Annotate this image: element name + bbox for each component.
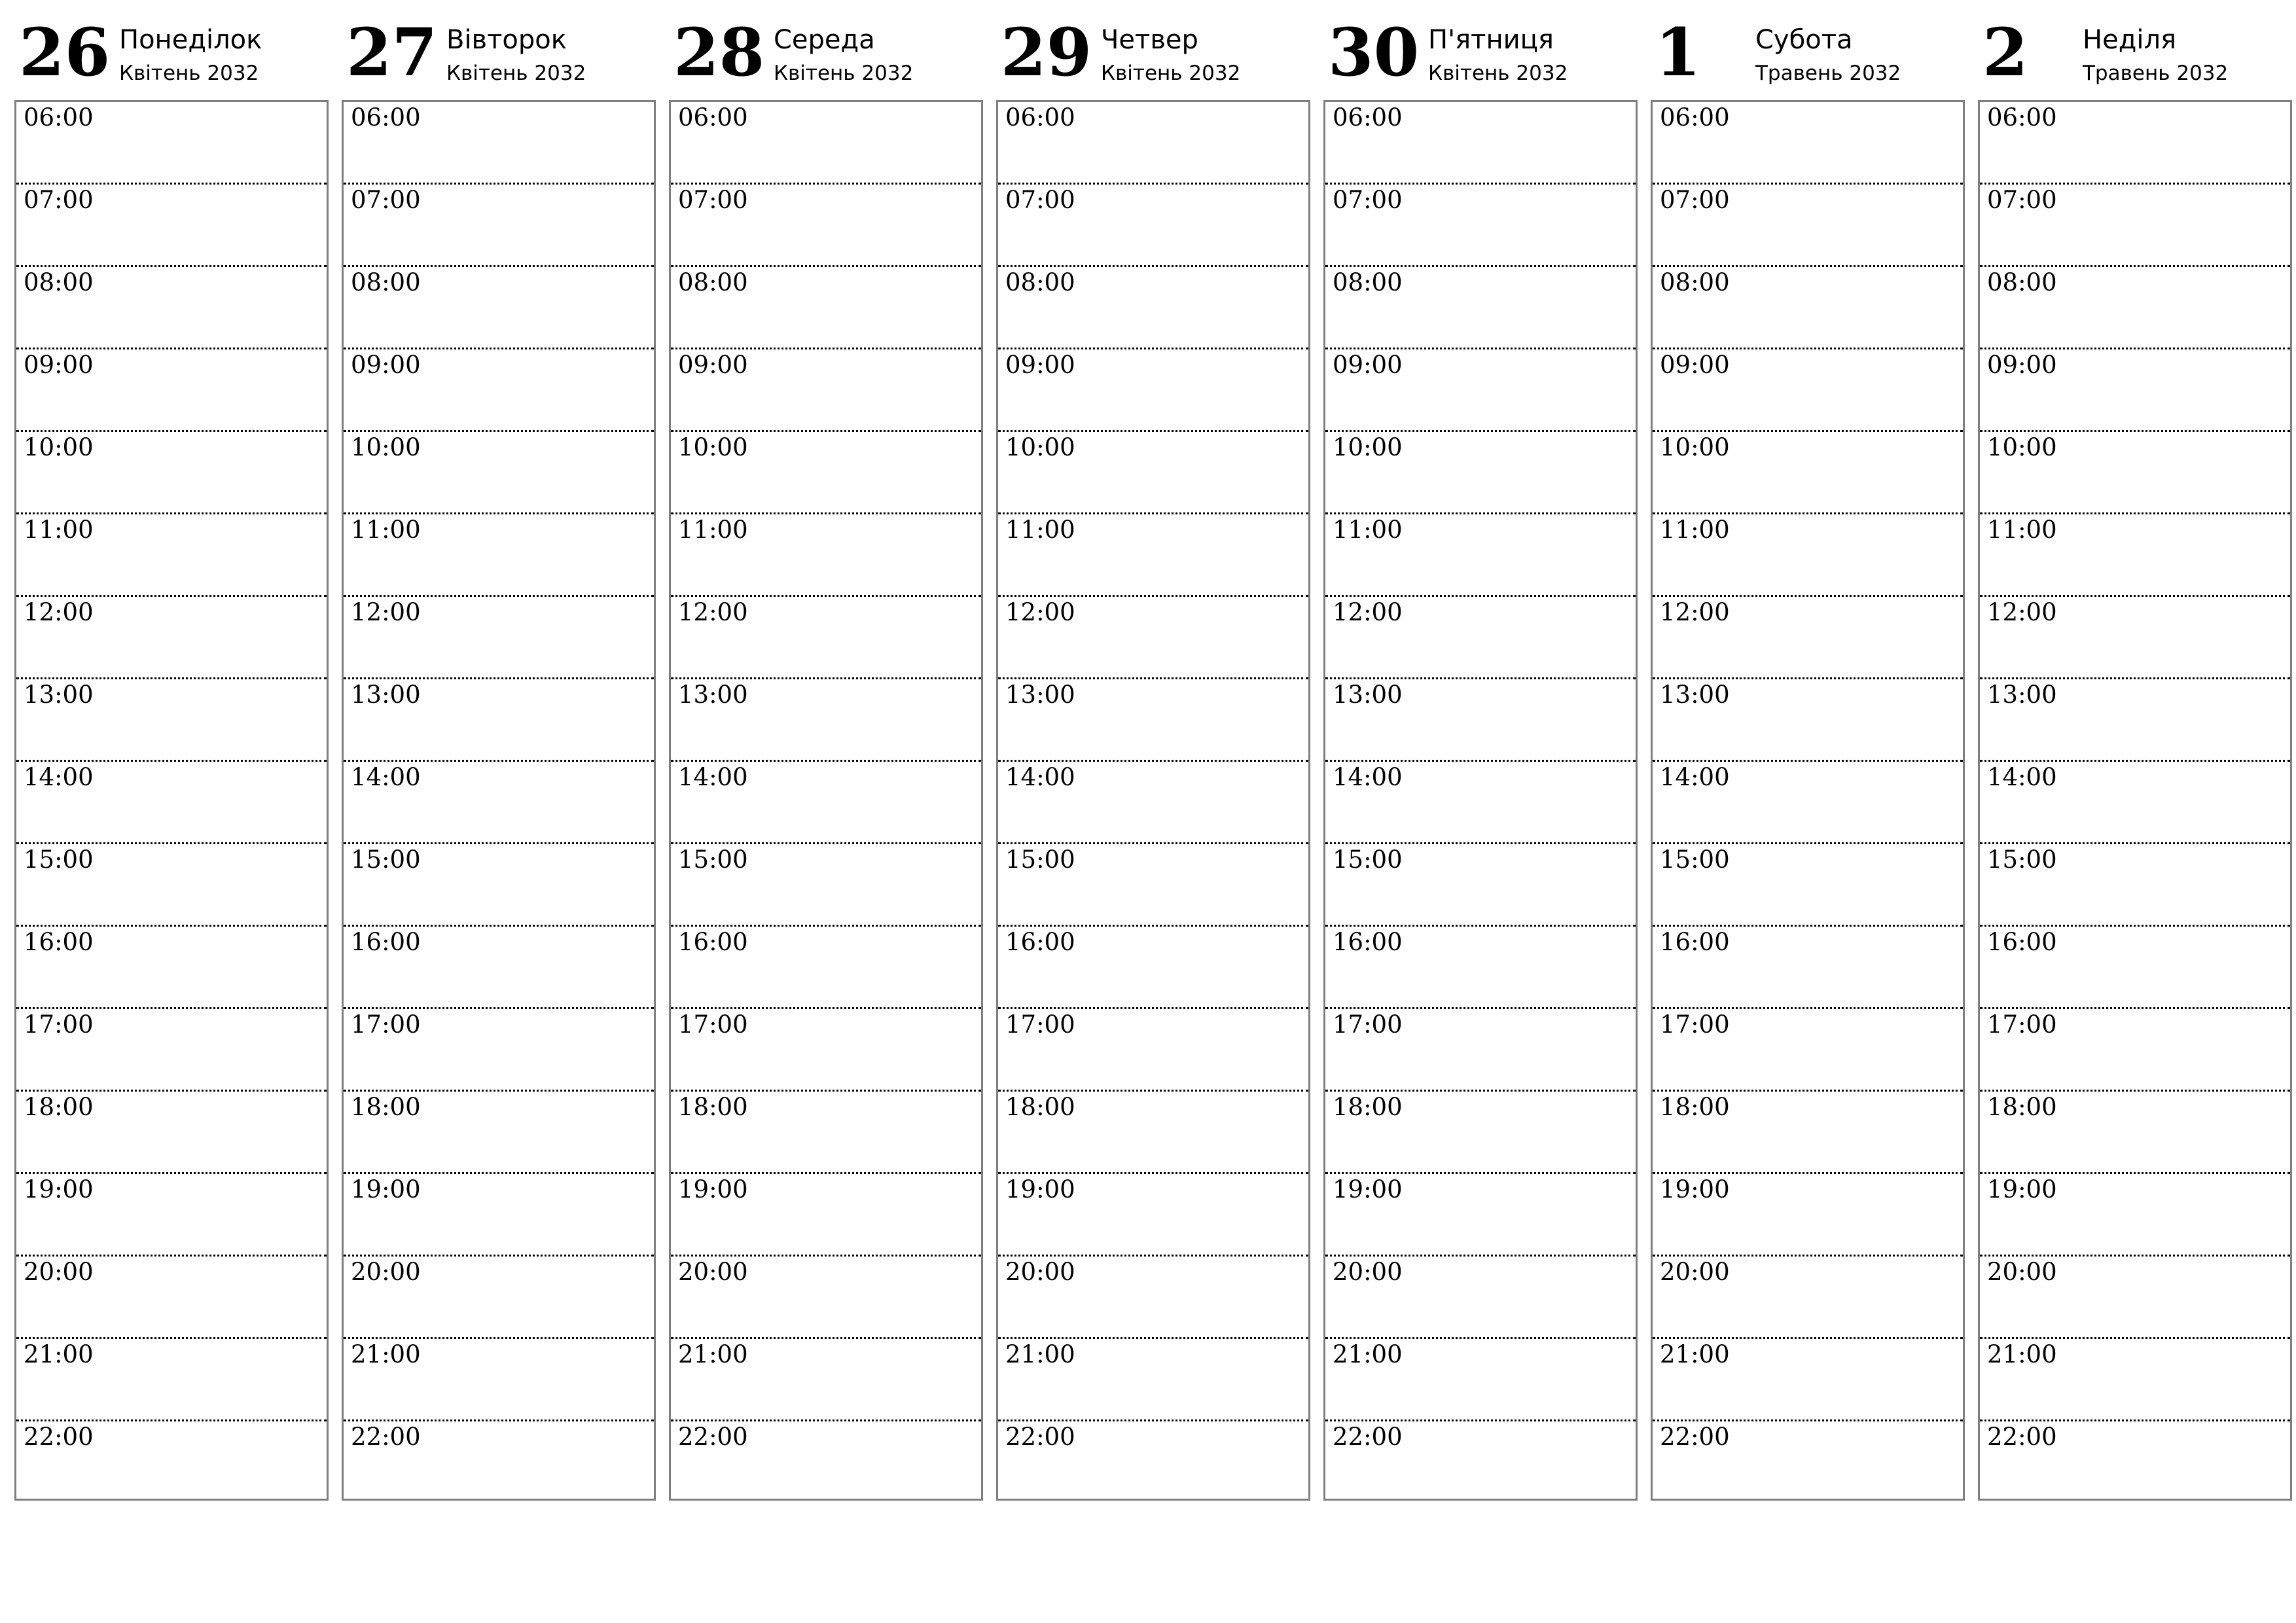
time-slot[interactable] [344, 762, 654, 844]
time-slot[interactable] [1980, 597, 2290, 679]
time-label: 09:00 [678, 351, 748, 379]
time-label: 09:00 [1333, 351, 1403, 379]
time-slot[interactable] [1325, 514, 1636, 597]
time-label: 11:00 [678, 516, 748, 544]
time-label: 17:00 [1333, 1010, 1403, 1039]
time-label: 20:00 [351, 1258, 421, 1286]
time-label: 16:00 [1333, 928, 1403, 956]
time-slot[interactable] [671, 1339, 981, 1421]
time-label: 11:00 [1005, 516, 1075, 544]
time-label: 16:00 [1660, 928, 1730, 956]
time-label: 07:00 [24, 186, 94, 214]
time-label: 21:00 [1005, 1340, 1075, 1368]
time-slot[interactable] [1980, 514, 2290, 597]
time-label: 10:00 [1333, 433, 1403, 461]
time-label: 09:00 [24, 351, 94, 379]
time-label: 08:00 [351, 268, 421, 296]
time-slot[interactable] [1653, 267, 1963, 349]
time-label: 16:00 [24, 928, 94, 956]
time-label: 08:00 [1333, 268, 1403, 296]
time-slot[interactable] [1980, 1421, 2290, 1504]
day-name: Неділя [2083, 25, 2177, 55]
time-label: 11:00 [1987, 516, 2057, 544]
day-month-year: Квітень 2032 [446, 62, 586, 85]
time-slot[interactable] [998, 597, 1308, 679]
time-slot[interactable] [1653, 927, 1963, 1009]
time-slot[interactable] [1653, 1092, 1963, 1174]
time-label: 22:00 [1987, 1423, 2057, 1451]
time-slot[interactable] [1653, 514, 1963, 597]
day-month-year: Квітень 2032 [1101, 62, 1241, 85]
time-slot[interactable] [16, 1009, 327, 1092]
time-slot[interactable] [1980, 1257, 2290, 1339]
time-slot[interactable] [1653, 597, 1963, 679]
time-slot[interactable] [671, 267, 981, 349]
time-label: 11:00 [1333, 516, 1403, 544]
time-label: 17:00 [1005, 1010, 1075, 1039]
time-slot[interactable] [998, 432, 1308, 514]
day-month-year: Квітень 2032 [119, 62, 259, 85]
time-slot[interactable] [1653, 1009, 1963, 1092]
time-label: 19:00 [678, 1175, 748, 1204]
time-label: 20:00 [1660, 1258, 1730, 1286]
day-schedule-box [996, 100, 1310, 1501]
time-slot[interactable] [16, 679, 327, 762]
time-slot[interactable] [1653, 432, 1963, 514]
time-label: 18:00 [1333, 1093, 1403, 1121]
day-name: Субота [1755, 25, 1853, 55]
time-label: 22:00 [678, 1423, 748, 1451]
time-label: 08:00 [1660, 268, 1730, 296]
time-label: 12:00 [1660, 598, 1730, 626]
time-slot[interactable] [998, 927, 1308, 1009]
time-slot[interactable] [1325, 597, 1636, 679]
day-schedule-box [1323, 100, 1638, 1501]
time-label: 19:00 [24, 1175, 94, 1204]
time-label: 13:00 [678, 681, 748, 709]
time-label: 20:00 [1333, 1258, 1403, 1286]
day-month-year: Травень 2032 [1755, 62, 1901, 85]
time-slot[interactable] [1325, 267, 1636, 349]
time-slot[interactable] [671, 762, 981, 844]
time-slot[interactable] [1325, 1339, 1636, 1421]
day-month-year: Травень 2032 [2083, 62, 2229, 85]
time-slot[interactable] [1325, 1174, 1636, 1257]
time-label: 17:00 [678, 1010, 748, 1039]
time-slot[interactable] [1653, 185, 1963, 267]
day-column [669, 0, 983, 1451]
time-slot[interactable] [344, 1339, 654, 1421]
time-slot[interactable] [16, 844, 327, 927]
time-slot[interactable] [671, 1257, 981, 1339]
time-slot[interactable] [1325, 927, 1636, 1009]
time-slot[interactable] [998, 679, 1308, 762]
time-slot[interactable] [1980, 927, 2290, 1009]
time-slot[interactable] [344, 1257, 654, 1339]
time-label: 18:00 [678, 1093, 748, 1121]
time-slot[interactable] [1980, 1092, 2290, 1174]
time-label: 21:00 [1987, 1340, 2057, 1368]
time-slot[interactable] [998, 267, 1308, 349]
day-schedule-box [1978, 100, 2292, 1501]
time-slot[interactable] [998, 1339, 1308, 1421]
time-slot[interactable] [344, 1421, 654, 1504]
day-column [1323, 0, 1638, 1451]
time-slot[interactable] [671, 185, 981, 267]
time-label: 17:00 [24, 1010, 94, 1039]
time-slot[interactable] [16, 432, 327, 514]
day-name: Вівторок [446, 25, 567, 55]
time-slot[interactable] [344, 927, 654, 1009]
time-slot[interactable] [671, 1009, 981, 1092]
time-label: 14:00 [1333, 763, 1403, 791]
day-number: 28 [673, 14, 765, 91]
time-label: 10:00 [24, 433, 94, 461]
time-label: 17:00 [351, 1010, 421, 1039]
time-slot[interactable] [344, 349, 654, 432]
day-number: 27 [346, 14, 438, 91]
time-label: 15:00 [1333, 846, 1403, 874]
time-label: 18:00 [1005, 1093, 1075, 1121]
day-number: 2 [1982, 14, 2028, 91]
time-slot[interactable] [16, 1174, 327, 1257]
time-slot[interactable] [1325, 762, 1636, 844]
day-column [996, 0, 1310, 1451]
time-label: 06:00 [24, 103, 94, 132]
time-slot[interactable] [16, 762, 327, 844]
day-number: 30 [1328, 14, 1420, 91]
time-label: 18:00 [24, 1093, 94, 1121]
time-slot[interactable] [998, 349, 1308, 432]
time-slot[interactable] [1325, 1092, 1636, 1174]
time-label: 08:00 [678, 268, 748, 296]
time-label: 06:00 [678, 103, 748, 132]
time-label: 15:00 [1005, 846, 1075, 874]
time-label: 15:00 [1987, 846, 2057, 874]
time-slot[interactable] [671, 1174, 981, 1257]
time-slot[interactable] [344, 679, 654, 762]
time-label: 11:00 [1660, 516, 1730, 544]
time-label: 13:00 [1333, 681, 1403, 709]
time-label: 20:00 [678, 1258, 748, 1286]
time-slot[interactable] [1980, 102, 2290, 185]
time-label: 18:00 [351, 1093, 421, 1121]
time-label: 11:00 [351, 516, 421, 544]
time-slot[interactable] [998, 844, 1308, 927]
time-slot[interactable] [1980, 1009, 2290, 1092]
time-label: 22:00 [351, 1423, 421, 1451]
time-slot[interactable] [1653, 102, 1963, 185]
time-slot[interactable] [671, 514, 981, 597]
time-label: 12:00 [1333, 598, 1403, 626]
time-slot[interactable] [1325, 1009, 1636, 1092]
time-slot[interactable] [16, 1257, 327, 1339]
time-slot[interactable] [1325, 185, 1636, 267]
time-label: 06:00 [1987, 103, 2057, 132]
time-slot[interactable] [671, 597, 981, 679]
day-name: Четвер [1101, 25, 1198, 55]
time-label: 07:00 [1660, 186, 1730, 214]
time-label: 22:00 [1005, 1423, 1075, 1451]
day-schedule-box [1651, 100, 1965, 1501]
time-slot[interactable] [344, 267, 654, 349]
time-slot[interactable] [1325, 432, 1636, 514]
time-label: 15:00 [351, 846, 421, 874]
time-label: 06:00 [351, 103, 421, 132]
time-label: 21:00 [1660, 1340, 1730, 1368]
time-label: 12:00 [1987, 598, 2057, 626]
time-label: 14:00 [1005, 763, 1075, 791]
day-column [1651, 0, 1965, 1451]
time-slot[interactable] [16, 1421, 327, 1504]
time-slot[interactable] [1653, 679, 1963, 762]
time-label: 22:00 [24, 1423, 94, 1451]
time-slot[interactable] [671, 1421, 981, 1504]
time-label: 07:00 [1987, 186, 2057, 214]
time-label: 06:00 [1005, 103, 1075, 132]
time-slot[interactable] [998, 1009, 1308, 1092]
time-label: 06:00 [1660, 103, 1730, 132]
time-slot[interactable] [998, 1257, 1308, 1339]
time-label: 08:00 [24, 268, 94, 296]
time-label: 10:00 [678, 433, 748, 461]
time-label: 19:00 [351, 1175, 421, 1204]
time-slot[interactable] [16, 349, 327, 432]
time-slot[interactable] [671, 432, 981, 514]
time-slot[interactable] [1980, 844, 2290, 927]
time-label: 15:00 [678, 846, 748, 874]
time-slot[interactable] [16, 267, 327, 349]
day-header [669, 0, 983, 100]
time-label: 14:00 [24, 763, 94, 791]
time-label: 12:00 [1005, 598, 1075, 626]
day-schedule-box [342, 100, 656, 1501]
time-slot[interactable] [998, 102, 1308, 185]
time-slot[interactable] [344, 1174, 654, 1257]
time-label: 22:00 [1660, 1423, 1730, 1451]
time-slot[interactable] [344, 1009, 654, 1092]
time-label: 21:00 [678, 1340, 748, 1368]
time-slot[interactable] [16, 514, 327, 597]
time-label: 17:00 [1660, 1010, 1730, 1039]
time-label: 09:00 [1987, 351, 2057, 379]
time-label: 16:00 [678, 928, 748, 956]
time-label: 13:00 [24, 681, 94, 709]
time-slot[interactable] [1980, 349, 2290, 432]
time-label: 19:00 [1333, 1175, 1403, 1204]
time-slot[interactable] [1325, 679, 1636, 762]
time-slot[interactable] [671, 102, 981, 185]
time-slot[interactable] [1653, 762, 1963, 844]
time-slot[interactable] [671, 679, 981, 762]
day-header [1651, 0, 1965, 100]
time-slot[interactable] [16, 185, 327, 267]
time-label: 21:00 [351, 1340, 421, 1368]
time-label: 18:00 [1987, 1093, 2057, 1121]
time-slot[interactable] [998, 762, 1308, 844]
time-slot[interactable] [1653, 1257, 1963, 1339]
time-label: 10:00 [1987, 433, 2057, 461]
time-label: 07:00 [1005, 186, 1075, 214]
day-header [14, 0, 329, 100]
time-label: 15:00 [24, 846, 94, 874]
time-label: 22:00 [1333, 1423, 1403, 1451]
time-label: 19:00 [1005, 1175, 1075, 1204]
time-label: 11:00 [24, 516, 94, 544]
time-label: 21:00 [1333, 1340, 1403, 1368]
time-label: 10:00 [1005, 433, 1075, 461]
time-label: 20:00 [1987, 1258, 2057, 1286]
time-label: 12:00 [24, 598, 94, 626]
time-slot[interactable] [671, 349, 981, 432]
day-column [14, 0, 329, 1451]
day-column [342, 0, 656, 1451]
day-number: 26 [19, 14, 111, 91]
time-label: 13:00 [1987, 681, 2057, 709]
time-label: 20:00 [1005, 1258, 1075, 1286]
time-slot[interactable] [671, 1092, 981, 1174]
time-label: 06:00 [1333, 103, 1403, 132]
day-header [1323, 0, 1638, 100]
time-slot[interactable] [1980, 679, 2290, 762]
time-label: 20:00 [24, 1258, 94, 1286]
time-label: 07:00 [351, 186, 421, 214]
time-slot[interactable] [998, 1421, 1308, 1504]
time-slot[interactable] [344, 102, 654, 185]
day-number: 29 [1001, 14, 1092, 91]
time-label: 14:00 [1660, 763, 1730, 791]
day-header [342, 0, 656, 100]
time-label: 14:00 [678, 763, 748, 791]
time-slot[interactable] [998, 1174, 1308, 1257]
time-slot[interactable] [344, 432, 654, 514]
time-slot[interactable] [671, 927, 981, 1009]
time-label: 13:00 [1005, 681, 1075, 709]
time-slot[interactable] [16, 1092, 327, 1174]
time-slot[interactable] [16, 597, 327, 679]
time-slot[interactable] [1980, 432, 2290, 514]
time-slot[interactable] [16, 1339, 327, 1421]
time-label: 21:00 [24, 1340, 94, 1368]
time-label: 16:00 [351, 928, 421, 956]
day-header [996, 0, 1310, 100]
time-slot[interactable] [1325, 844, 1636, 927]
time-label: 07:00 [678, 186, 748, 214]
time-label: 19:00 [1660, 1175, 1730, 1204]
time-label: 08:00 [1005, 268, 1075, 296]
day-month-year: Квітень 2032 [1428, 62, 1568, 85]
time-label: 17:00 [1987, 1010, 2057, 1039]
time-slot[interactable] [1653, 1339, 1963, 1421]
time-label: 14:00 [351, 763, 421, 791]
time-label: 10:00 [351, 433, 421, 461]
time-label: 12:00 [351, 598, 421, 626]
time-label: 10:00 [1660, 433, 1730, 461]
time-slot[interactable] [1325, 102, 1636, 185]
time-label: 14:00 [1987, 763, 2057, 791]
day-name: Понеділок [119, 25, 262, 55]
time-slot[interactable] [1653, 1421, 1963, 1504]
time-slot[interactable] [1653, 844, 1963, 927]
time-label: 09:00 [1005, 351, 1075, 379]
time-label: 08:00 [1987, 268, 2057, 296]
time-label: 09:00 [351, 351, 421, 379]
time-slot[interactable] [1325, 1257, 1636, 1339]
time-slot[interactable] [16, 102, 327, 185]
time-slot[interactable] [1980, 267, 2290, 349]
time-label: 18:00 [1660, 1093, 1730, 1121]
day-number: 1 [1655, 14, 1701, 91]
time-label: 12:00 [678, 598, 748, 626]
day-month-year: Квітень 2032 [774, 62, 914, 85]
day-header [1978, 0, 2292, 100]
time-slot[interactable] [1980, 1174, 2290, 1257]
time-label: 09:00 [1660, 351, 1730, 379]
time-label: 16:00 [1987, 928, 2057, 956]
time-slot[interactable] [1653, 349, 1963, 432]
time-slot[interactable] [671, 844, 981, 927]
day-name: П'ятниця [1428, 25, 1554, 55]
time-label: 07:00 [1333, 186, 1403, 214]
time-slot[interactable] [1653, 1174, 1963, 1257]
time-slot[interactable] [1325, 1421, 1636, 1504]
day-column [1978, 0, 2292, 1451]
time-slot[interactable] [344, 844, 654, 927]
time-slot[interactable] [998, 514, 1308, 597]
time-slot[interactable] [1980, 185, 2290, 267]
day-schedule-box [14, 100, 329, 1501]
time-slot[interactable] [998, 185, 1308, 267]
time-label: 13:00 [1660, 681, 1730, 709]
time-slot[interactable] [1325, 349, 1636, 432]
time-slot[interactable] [344, 514, 654, 597]
time-label: 15:00 [1660, 846, 1730, 874]
time-slot[interactable] [344, 185, 654, 267]
time-slot[interactable] [16, 927, 327, 1009]
time-label: 16:00 [1005, 928, 1075, 956]
time-slot[interactable] [344, 597, 654, 679]
day-name: Середа [774, 25, 875, 55]
time-label: 19:00 [1987, 1175, 2057, 1204]
time-label: 13:00 [351, 681, 421, 709]
time-slot[interactable] [1980, 762, 2290, 844]
time-slot[interactable] [998, 1092, 1308, 1174]
time-slot[interactable] [344, 1092, 654, 1174]
day-schedule-box [669, 100, 983, 1501]
time-slot[interactable] [1980, 1339, 2290, 1421]
